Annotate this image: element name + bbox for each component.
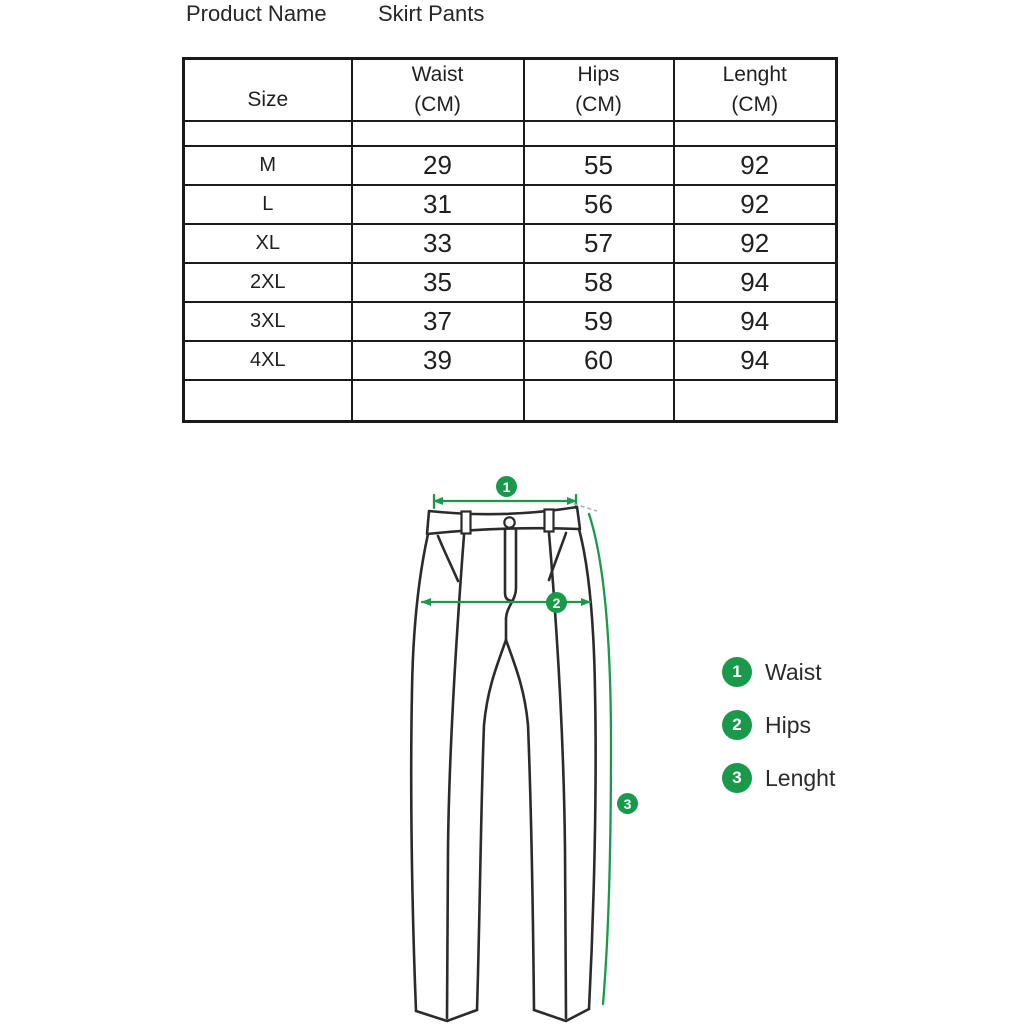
col-header-length: Lenght (CM) [674,59,837,121]
size-table-header-row [184,59,837,121]
size-row-xl [184,224,837,263]
legend-label-hips: Hips [765,711,812,738]
pants-outline [411,507,595,1021]
size-value: 2XL [184,263,352,302]
length-value: 92 [674,224,837,263]
pants-pockets [438,533,566,581]
length-value: 92 [674,185,837,224]
length-value: 94 [674,302,837,341]
marker-3-badge: 3 [617,793,638,814]
legend-label-length: Lenght [765,764,836,791]
hips-value: 57 [524,224,674,263]
hips-value: 55 [524,146,674,185]
marker-2-badge: 2 [546,592,567,613]
size-value: XL [184,224,352,263]
legend-item-waist [722,657,822,687]
size-row-4xl [184,341,837,380]
legend-badge-2: 2 [722,710,752,740]
size-value: L [184,185,352,224]
empty-row-bottom [184,380,837,422]
product-name-value: Skirt Pants [378,1,485,26]
belt-loop-right [545,510,554,532]
length-value: 94 [674,341,837,380]
waist-value: 35 [352,263,524,302]
empty-row-top [184,121,837,146]
pants-line-art [380,455,640,1024]
hips-value: 56 [524,185,674,224]
size-row-m [184,146,837,185]
waist-value: 29 [352,146,524,185]
waist-value: 31 [352,185,524,224]
size-row-3xl [184,302,837,341]
size-row-l [184,185,837,224]
legend-item-length [722,763,835,793]
waist-button [504,517,514,527]
size-value: M [184,146,352,185]
legend-badge-3: 3 [722,763,752,793]
waist-value: 37 [352,302,524,341]
waist-value: 33 [352,224,524,263]
hips-value: 59 [524,302,674,341]
size-table [182,57,838,423]
length-value: 94 [674,263,837,302]
length-value: 92 [674,146,837,185]
legend-label-waist: Waist [765,658,822,685]
product-name-label: Product Name [186,1,327,26]
pants-fly [505,530,516,640]
belt-loop-left [462,512,471,534]
size-value: 4XL [184,341,352,380]
hips-value: 58 [524,263,674,302]
marker-1-badge: 1 [496,476,517,497]
legend-badge-1: 1 [722,657,752,687]
col-header-size: Size [184,59,352,121]
hips-value: 60 [524,341,674,380]
legend-item-hips [722,710,811,740]
size-row-2xl [184,263,837,302]
size-value: 3XL [184,302,352,341]
waist-value: 39 [352,341,524,380]
col-header-waist: Waist (CM) [352,59,524,121]
col-header-hips: Hips (CM) [524,59,674,121]
